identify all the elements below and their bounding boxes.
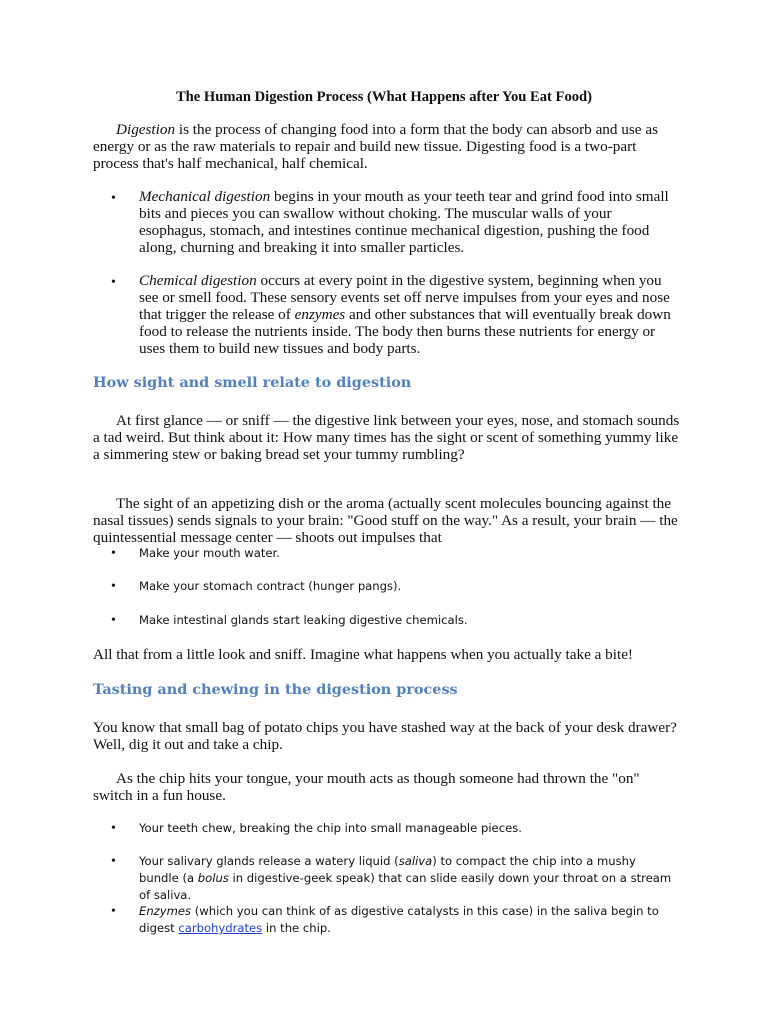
chemical-term: Chemical digestion xyxy=(139,272,257,289)
saliva-text-b: ) to compact the chip into a mushy bundle (a xyxy=(139,854,636,885)
carbohydrates-link[interactable]: carbohydrates xyxy=(178,921,263,935)
impulse-item-1: Make your mouth water. xyxy=(139,546,280,560)
impulse-item-3: Make intestinal glands start leaking digestive chemicals. xyxy=(139,613,468,627)
intro-term: Digestion xyxy=(116,121,176,138)
sight-smell-paragraph-1: At first glance — or sniff — the digestive link between your eyes, nose, and stomach sounds a tad weird. But think about it: How many times has the sight or scent of something yummy like a simmering stew or baking bread set your tummy rumbling? xyxy=(93,412,680,463)
chemical-text-after: and other substances that will eventually break down food to release the nutrients inside. The body then burns these nutrients for energy or uses them to build new tissues and body parts. xyxy=(139,306,671,357)
impulse-item-2: Make your stomach contract (hunger pangs). xyxy=(139,579,402,593)
bullet-marker: • xyxy=(111,613,116,628)
bullet-marker: • xyxy=(111,854,116,869)
chewing-item-3 xyxy=(139,903,679,937)
sight-smell-closing: All that from a little look and sniff. Imagine what happens when you actually take a bite! xyxy=(93,646,633,663)
bullet-marker: • xyxy=(111,546,116,561)
bullet-marker: • xyxy=(111,579,116,594)
document-title: The Human Digestion Process (What Happens after You Eat Food) xyxy=(175,89,593,105)
bullet-marker: • xyxy=(111,821,116,836)
enzymes-text-a: (which you can think of as digestive catalysts in this case) in the saliva begin to digest xyxy=(139,904,659,935)
bolus-term: bolus xyxy=(197,871,229,885)
saliva-term: saliva xyxy=(398,854,433,868)
tasting-paragraph-1: You know that small bag of potato chips you have stashed way at the back of your desk drawer? Well, dig it out and take a chip. xyxy=(93,719,677,753)
mechanical-digestion-item xyxy=(139,188,679,256)
sight-smell-paragraph-2: The sight of an appetizing dish or the aroma (actually scent molecules bouncing against the nasal tissues) sends signals to your brain: "Good stuff on the way." As a result, your brain — the quintessential message center — shoots out impulses that xyxy=(93,495,678,546)
enzymes-text-b: in the chip. xyxy=(262,921,331,935)
saliva-text-c: in digestive-geek speak) that can slide easily down your throat on a stream of saliva. xyxy=(139,871,672,902)
chemical-text-before: occurs at every point in the digestive system, beginning when you see or smell food. These sensory events set off nerve impulses from your eyes and nose that trigger the release of xyxy=(139,272,670,323)
intro-text: is the process of changing food into a form that the body can absorb and use as energy or as the raw materials to repair and build new tissue. Digesting food is a two-part process that's half mechanical, half chemical. xyxy=(93,121,658,172)
bullet-marker: • xyxy=(111,275,116,290)
chewing-item-2 xyxy=(139,853,679,904)
mechanical-text: begins in your mouth as your teeth tear and grind food into small bits and pieces you can swallow without choking. The muscular walls of your esophagus, stomach, and intestines continue mechanical digestion, pushing the food along, churning and breaking it into smaller particles. xyxy=(139,188,669,256)
mechanical-term: Mechanical digestion xyxy=(139,188,271,205)
chewing-item-1: Your teeth chew, breaking the chip into small manageable pieces. xyxy=(139,821,522,835)
chemical-digestion-item xyxy=(139,272,679,357)
section-heading-tasting-chewing: Tasting and chewing in the digestion process xyxy=(93,681,458,698)
bullet-marker: • xyxy=(111,191,116,206)
tasting-paragraph-2: As the chip hits your tongue, your mouth acts as though someone had thrown the "on" switch in a fun house. xyxy=(93,770,640,804)
saliva-text-a: Your salivary glands release a watery liquid ( xyxy=(139,854,399,868)
intro-paragraph xyxy=(93,121,683,172)
enzymes-term: Enzymes xyxy=(139,904,192,918)
bullet-marker: • xyxy=(111,904,116,919)
enzymes-term: enzymes xyxy=(294,306,346,323)
section-heading-sight-smell: How sight and smell relate to digestion xyxy=(93,374,412,391)
